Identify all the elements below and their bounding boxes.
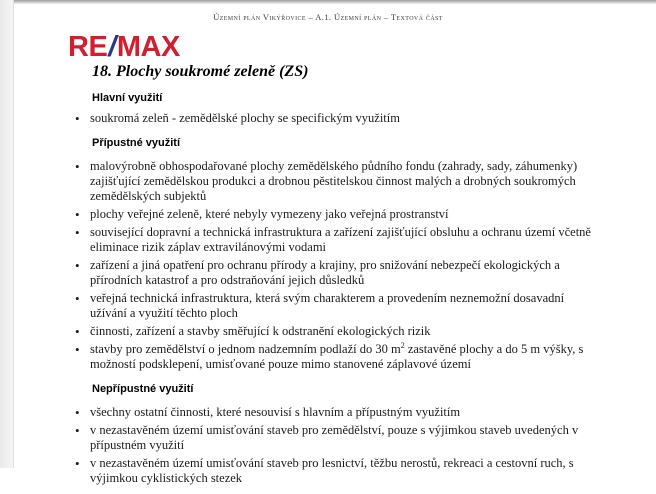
list-item: • veřejná technická infrastruktura, která svým charakterem a provedením neznemožní dosavadní užívání a využití těchto ploch	[90, 291, 596, 321]
list-item: • zařízení a jiná opatření pro ochranu přírody a krajiny, pro snižování nebezpečí ekologických a přírodních katastrof a pro odstraňování jejich důsledků	[90, 258, 596, 288]
list-item: • všechny ostatní činnosti, které nesouvisí s hlavním a přípustným využitím	[90, 405, 596, 420]
remax-logo	[68, 33, 180, 62]
section-heading-permitted-use: Přípustné využití	[92, 137, 181, 149]
running-header: Územní plán Vikýřovice – A.1. Územní plán – Textová část	[213, 12, 443, 22]
list-item: • činnosti, zařízení a stavby směřující k odstranění ekologických rizik	[90, 324, 596, 339]
document-body	[90, 92, 596, 494]
page-left-edge	[0, 0, 14, 468]
list-item: • plochy veřejné zeleně, které nebyly vymezeny jako veřejná prostranství	[90, 207, 596, 222]
permitted-use-list	[90, 159, 596, 372]
list-item	[90, 342, 596, 372]
remax-logo-re: RE	[68, 31, 108, 63]
list-item-text: zastavěné plochy a do 5 m výšky, s možností podsklepení, umisťované pouze mimo stanovené záplavové území	[90, 342, 584, 371]
impermissible-use-list	[90, 405, 596, 486]
remax-logo-slash-icon: /	[108, 31, 116, 63]
list-item: • malovýrobně obhospodařované plochy zemědělského půdního fondu (zahrady, sady, záhumenky) zajišťující zemědělskou produkci a drobnou pěstitelskou činnost malých a drobných soukromých zemědělských subjektů	[90, 159, 596, 204]
page-title: 18. Plochy soukromé zeleně (ZS)	[92, 63, 309, 80]
list-item: • související dopravní a technická infrastruktura a zařízení zajišťující obsluhu a ochranu území včetně eliminace rizik záplav extravilánovými vodami	[90, 225, 596, 255]
list-item: • v nezastavěném území umisťování staveb pro lesnictví, těžbu nerostů, rekreaci a cestovní ruch, s výjimkou cyklistických stezek	[90, 456, 596, 486]
main-use-list	[90, 111, 596, 126]
section-heading-impermissible-use: Nepřípustné využití	[92, 383, 194, 395]
list-item: • v nezastavěném území umisťování staveb pro zemědělství, pouze s výjimkou staveb uvedených v přípustném využití	[90, 423, 596, 453]
list-item-text: stavby pro zemědělství o jednom nadzemním podlaží do 30 m	[90, 342, 401, 356]
superscript: 2	[400, 340, 405, 350]
remax-logo-max: MAX	[116, 31, 180, 63]
list-item: • soukromá zeleň - zemědělské plochy se specifickým využitím	[90, 111, 596, 126]
page-top-edge	[0, 0, 656, 4]
section-heading-main-use: Hlavní využití	[92, 92, 163, 104]
